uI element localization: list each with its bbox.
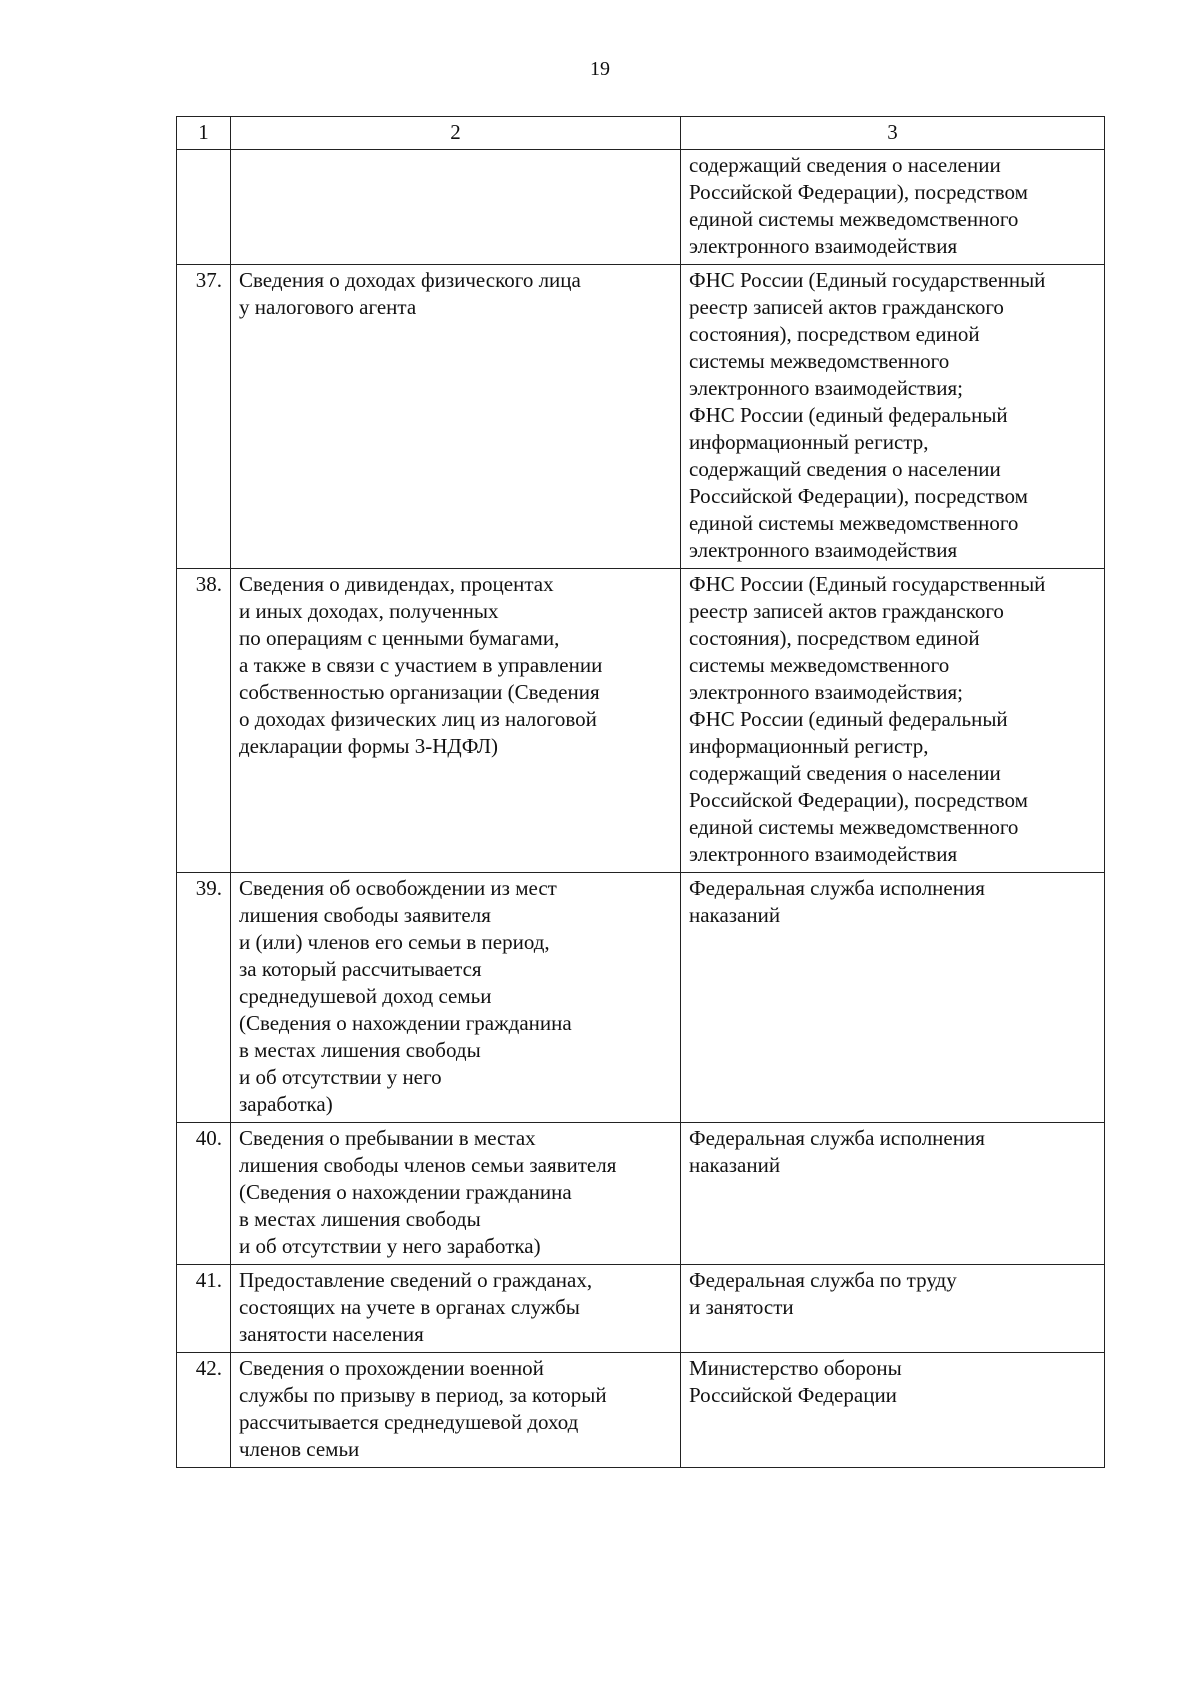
info-description-line: заработка) [239, 1092, 333, 1116]
info-source-cell [681, 1353, 1105, 1468]
info-source-line: ФНС России (единый федеральный [689, 707, 1008, 731]
table-row [177, 873, 1105, 1123]
info-source-line: наказаний [689, 1153, 781, 1177]
column-header-2: 2 [231, 117, 681, 150]
info-description-line: членов семьи [239, 1437, 360, 1461]
info-source-line: Федеральная служба исполнения [689, 1126, 985, 1150]
row-number [177, 150, 231, 265]
info-source-line: содержащий сведения о населении [689, 761, 1001, 785]
row-number: 39. [177, 873, 231, 1123]
info-description-line: Сведения о прохождении военной [239, 1356, 544, 1380]
info-source-line: информационный регистр, [689, 430, 929, 454]
row-number: 37. [177, 265, 231, 569]
info-description-line: лишения свободы заявителя [239, 903, 491, 927]
info-description-line: Сведения об освобождении из мест [239, 876, 557, 900]
info-source-line: реестр записей актов гражданского [689, 599, 1004, 623]
info-source-cell [681, 265, 1105, 569]
row-number: 41. [177, 1265, 231, 1353]
row-number: 40. [177, 1123, 231, 1265]
table-row [177, 265, 1105, 569]
info-source-line: содержащий сведения о населении [689, 153, 1001, 177]
info-source-line: электронного взаимодействия; [689, 376, 963, 400]
info-description-cell [231, 873, 681, 1123]
info-description-line: за который рассчитывается [239, 957, 482, 981]
table-header-row [177, 117, 1105, 150]
info-description-line: и иных доходах, полученных [239, 599, 499, 623]
info-source-line: ФНС России (единый федеральный [689, 403, 1008, 427]
info-source-line: информационный регистр, [689, 734, 929, 758]
info-source-line: состояния), посредством единой [689, 322, 980, 346]
info-description-cell [231, 150, 681, 265]
table-row [177, 569, 1105, 873]
info-source-line: электронного взаимодействия [689, 842, 958, 866]
info-source-line: Российской Федерации [689, 1383, 897, 1407]
info-description-line: в местах лишения свободы [239, 1207, 481, 1231]
info-source-line: системы межведомственного [689, 349, 950, 373]
table-row [177, 150, 1105, 265]
row-number: 42. [177, 1353, 231, 1468]
info-source-line: и занятости [689, 1295, 794, 1319]
services-table [176, 116, 1105, 1468]
info-description-line: и об отсутствии у него заработка) [239, 1234, 541, 1258]
info-source-line: электронного взаимодействия [689, 538, 958, 562]
info-source-line: Федеральная служба исполнения [689, 876, 985, 900]
info-description-line: в местах лишения свободы [239, 1038, 481, 1062]
info-description-line: Сведения о дивидендах, процентах [239, 572, 554, 596]
info-description-line: Предоставление сведений о гражданах, [239, 1268, 593, 1292]
info-description-line: о доходах физических лиц из налоговой [239, 707, 597, 731]
info-source-line: Российской Федерации), посредством [689, 788, 1028, 812]
info-description-cell [231, 569, 681, 873]
info-description-cell [231, 1123, 681, 1265]
info-source-line: ФНС России (Единый государственный [689, 268, 1046, 292]
info-description-line: и об отсутствии у него [239, 1065, 442, 1089]
info-source-line: Российской Федерации), посредством [689, 180, 1028, 204]
info-description-line: среднедушевой доход семьи [239, 984, 492, 1008]
info-description-line: декларации формы 3-НДФЛ) [239, 734, 498, 758]
info-description-line: (Сведения о нахождении гражданина [239, 1011, 572, 1035]
info-description-cell [231, 265, 681, 569]
info-source-line: системы межведомственного [689, 653, 950, 677]
info-description-cell [231, 1353, 681, 1468]
info-description-line: (Сведения о нахождении гражданина [239, 1180, 572, 1204]
info-description-line: Сведения о пребывании в местах [239, 1126, 536, 1150]
info-description-line: состоящих на учете в органах службы [239, 1295, 580, 1319]
column-header-1: 1 [177, 117, 231, 150]
info-description-line: службы по призыву в период, за который [239, 1383, 607, 1407]
table-row [177, 1353, 1105, 1468]
info-source-line: содержащий сведения о населении [689, 457, 1001, 481]
info-description-line: лишения свободы членов семьи заявителя [239, 1153, 617, 1177]
info-description-line: а также в связи с участием в управлении [239, 653, 603, 677]
table-row [177, 1123, 1105, 1265]
info-source-line: Министерство обороны [689, 1356, 902, 1380]
info-description-line: рассчитывается среднедушевой доход [239, 1410, 579, 1434]
info-source-line: электронного взаимодействия; [689, 680, 963, 704]
info-source-line: наказаний [689, 903, 781, 927]
info-description-cell [231, 1265, 681, 1353]
info-source-line: Федеральная служба по труду [689, 1268, 957, 1292]
info-source-cell [681, 1265, 1105, 1353]
page-number: 19 [590, 58, 610, 80]
table-body [177, 150, 1105, 1468]
info-source-cell [681, 873, 1105, 1123]
info-source-cell [681, 1123, 1105, 1265]
info-source-line: ФНС России (Единый государственный [689, 572, 1046, 596]
row-number: 38. [177, 569, 231, 873]
info-source-line: реестр записей актов гражданского [689, 295, 1004, 319]
info-source-line: единой системы межведомственного [689, 815, 1019, 839]
info-description-line: по операциям с ценными бумагами, [239, 626, 560, 650]
info-description-line: и (или) членов его семьи в период, [239, 930, 550, 954]
info-source-cell [681, 569, 1105, 873]
info-source-line: Российской Федерации), посредством [689, 484, 1028, 508]
info-source-line: единой системы межведомственного [689, 511, 1019, 535]
info-source-line: электронного взаимодействия [689, 234, 958, 258]
info-source-cell [681, 150, 1105, 265]
table-row [177, 1265, 1105, 1353]
info-description-line: Сведения о доходах физического лица [239, 268, 581, 292]
info-source-line: состояния), посредством единой [689, 626, 980, 650]
info-description-line: у налогового агента [239, 295, 417, 319]
info-source-line: единой системы межведомственного [689, 207, 1019, 231]
info-description-line: занятости населения [239, 1322, 424, 1346]
column-header-3: 3 [681, 117, 1105, 150]
info-description-line: собственностью организации (Сведения [239, 680, 600, 704]
